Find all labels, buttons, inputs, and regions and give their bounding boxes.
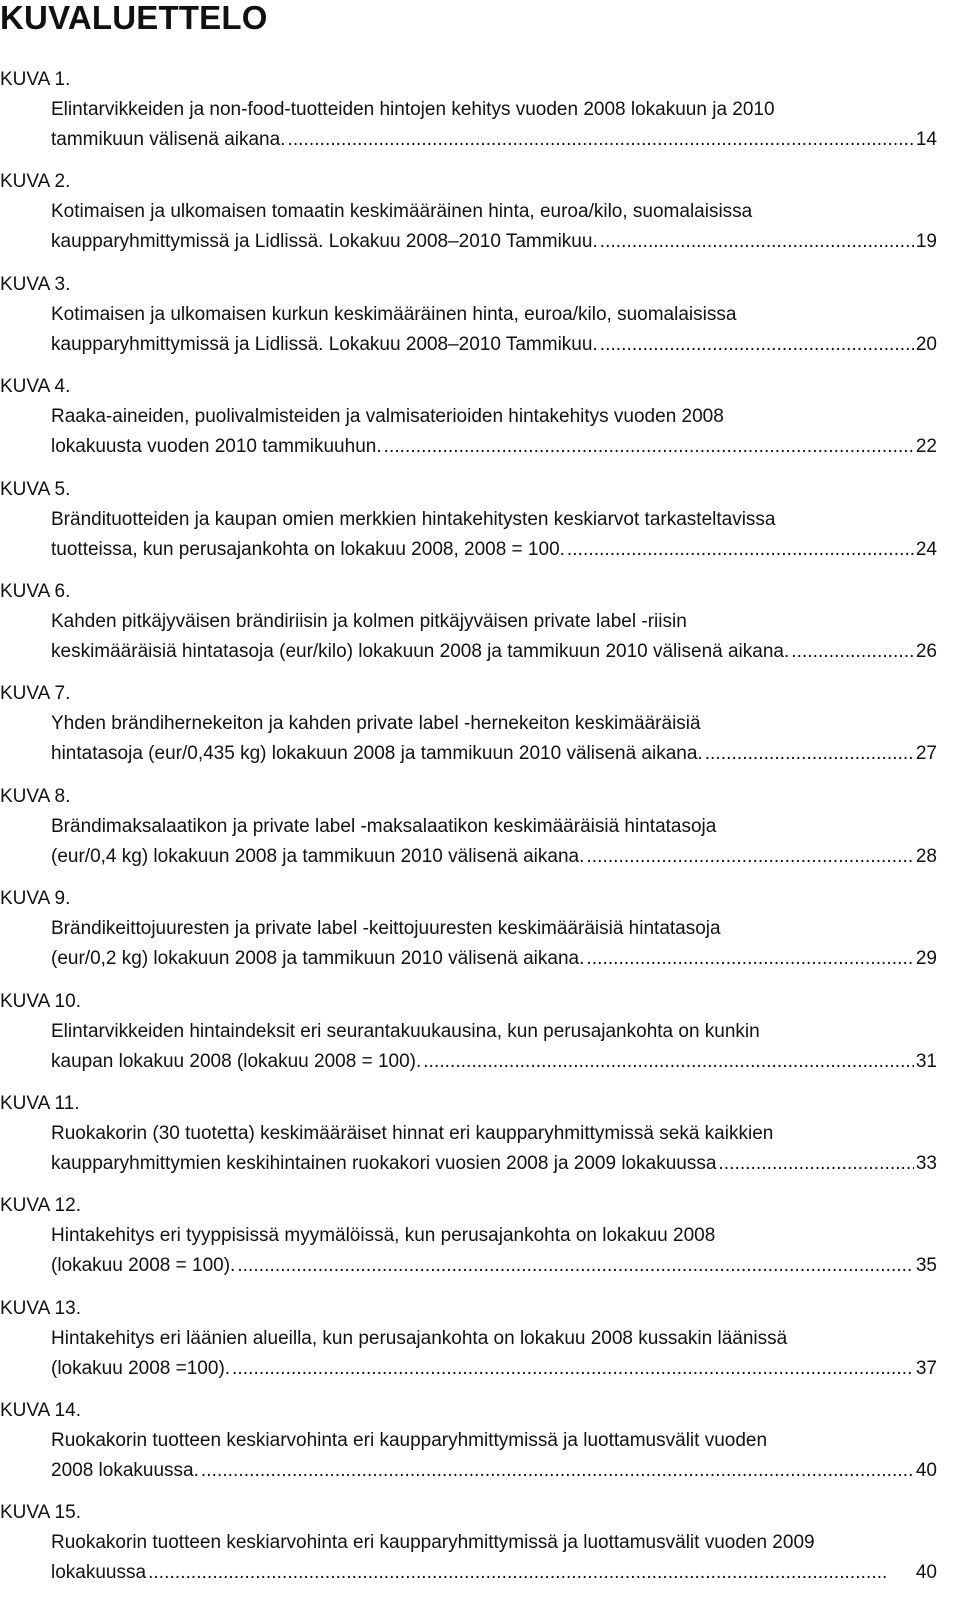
figure-entry[interactable] — [0, 1399, 937, 1501]
dot-leader — [600, 230, 914, 254]
figure-caption-text: keskimääräisiä hintatasoja (eur/kilo) lokakuun 2008 ja tammikuun 2010 välisenä aikana. — [51, 640, 790, 662]
figure-caption-text: tuotteissa, kun perusajankohta on lokakuu 2008, 2008 = 100. — [51, 538, 565, 560]
figure-caption-line-1: Brändikeittojuuresten ja private label -keittojuuresten keskimääräisiä hintatasoja — [51, 918, 721, 940]
dot-leader — [600, 333, 914, 357]
page-number[interactable]: 26 — [915, 640, 937, 662]
figure-label: KUVA 1. — [0, 69, 71, 90]
figure-caption-line-1: Ruokakorin tuotteen keskiarvohinta eri kaupparyhmittymissä ja luottamusvälit vuoden 2009 — [51, 1532, 815, 1554]
page-number[interactable]: 28 — [915, 845, 937, 867]
dot-leader — [287, 128, 913, 152]
page-number[interactable]: 40 — [915, 1460, 937, 1482]
figure-caption-line-1: Kotimaisen ja ulkomaisen tomaatin keskimääräinen hinta, euroa/kilo, suomalaisissa — [51, 201, 753, 223]
figure-caption-line-1: Kahden pitkäjyväisen brändiriisin ja kolmen pitkäjyväisen private label -riisin — [51, 610, 687, 632]
dot-leader — [237, 1254, 914, 1278]
figure-caption-line-2 — [51, 1050, 937, 1074]
figure-caption-line-1: Brändimaksalaatikon ja private label -maksalaatikon keskimääräisiä hintatasoja — [51, 815, 717, 837]
figure-caption-line-1: Ruokakorin tuotteen keskiarvohinta eri kaupparyhmittymissä ja luottamusvälit vuoden — [51, 1430, 768, 1452]
dot-leader — [384, 435, 914, 459]
figure-caption-line-2 — [51, 128, 937, 152]
dot-leader — [791, 640, 914, 664]
dot-leader — [423, 1050, 914, 1074]
figure-entry[interactable] — [0, 273, 937, 375]
figure-label: KUVA 6. — [0, 580, 71, 602]
figure-caption-line-2 — [51, 1561, 937, 1585]
figure-caption-line-2 — [51, 1357, 937, 1381]
figure-caption-line-2 — [51, 230, 937, 254]
figure-entry[interactable] — [0, 478, 937, 580]
figure-caption-line-2 — [51, 538, 937, 562]
page-number[interactable]: 29 — [915, 948, 937, 970]
figure-caption-text: (eur/0,4 kg) lokakuun 2008 ja tammikuun 2010 välisenä aikana. — [51, 845, 585, 867]
figure-caption-text: (lokakuu 2008 =100). — [51, 1357, 231, 1379]
list-of-figures-title: KUVALUETTELO — [0, 0, 268, 36]
figure-caption-line-1: Brändituotteiden ja kaupan omien merkkien hintakehitysten keskiarvot tarkasteltavissa — [51, 508, 776, 530]
figure-label: KUVA 9. — [0, 888, 71, 910]
figure-caption-text: tammikuun välisenä aikana. — [51, 129, 286, 150]
dot-leader — [586, 845, 913, 869]
figure-caption-text: kaupparyhmittymissä ja Lidlissä. Lokakuu 2008–2010 Tammikuu. — [51, 231, 598, 253]
figure-label: KUVA 7. — [0, 683, 71, 705]
figure-label: KUVA 8. — [0, 785, 71, 807]
figure-entry[interactable] — [0, 990, 937, 1092]
figure-entry[interactable] — [0, 1194, 937, 1296]
figure-caption-line-1: Yhden brändihernekeiton ja kahden private label -hernekeiton keskimääräisiä — [51, 713, 701, 735]
figure-entry[interactable] — [0, 785, 937, 887]
figure-caption-text: lokakuussa — [51, 1562, 147, 1584]
page-number[interactable]: 27 — [915, 743, 937, 765]
figure-entry[interactable] — [0, 682, 937, 784]
figure-label: KUVA 11. — [0, 1092, 80, 1114]
dot-leader — [567, 538, 914, 562]
figure-entry[interactable] — [0, 68, 937, 170]
figure-entry[interactable] — [0, 580, 937, 682]
figure-caption-line-1: Elintarvikkeiden hintaindeksit eri seurantakuukausina, kun perusajankohta on kunkin — [51, 1020, 760, 1042]
page-number[interactable]: 33 — [915, 1152, 937, 1174]
dot-leader — [705, 742, 914, 766]
figure-entry[interactable] — [0, 887, 937, 989]
dot-leader — [201, 1459, 914, 1483]
figure-caption-text: 2008 lokakuussa. — [51, 1460, 199, 1482]
figure-caption-text: hintatasoja (eur/0,435 kg) lokakuun 2008 ja tammikuun 2010 välisenä aikana. — [51, 743, 703, 765]
page-number[interactable]: 40 — [915, 1562, 937, 1584]
page-number[interactable]: 37 — [915, 1357, 937, 1379]
dot-leader — [718, 1152, 913, 1176]
page-number[interactable]: 35 — [915, 1255, 937, 1277]
figure-caption-line-2 — [51, 845, 937, 869]
figure-caption-line-1: Kotimaisen ja ulkomaisen kurkun keskimääräinen hinta, euroa/kilo, suomalaisissa — [51, 303, 737, 325]
figure-caption-line-2 — [51, 435, 937, 459]
page-number[interactable]: 19 — [915, 231, 937, 253]
figure-entry[interactable] — [0, 170, 937, 272]
figure-label: KUVA 3. — [0, 273, 71, 295]
figure-caption-line-2 — [51, 1152, 937, 1176]
page-number[interactable]: 22 — [915, 436, 937, 458]
figure-caption-text: kaupparyhmittymien keskihintainen ruokakori vuosien 2008 ja 2009 lokakuussa — [51, 1152, 717, 1174]
figure-caption-line-1: Hintakehitys eri tyyppisissä myymälöissä, kun perusajankohta on lokakuu 2008 — [51, 1225, 716, 1247]
figure-caption-line-1: Elintarvikkeiden ja non-food-tuotteiden hintojen kehitys vuoden 2008 lokakuun ja 2010 — [51, 99, 775, 120]
page-number[interactable]: 20 — [915, 333, 937, 355]
figure-caption-line-2 — [51, 640, 937, 664]
figure-entry[interactable] — [0, 375, 937, 477]
figure-caption-text: kaupan lokakuu 2008 (lokakuu 2008 = 100). — [51, 1050, 422, 1072]
figure-label: KUVA 13. — [0, 1297, 81, 1319]
figure-label: KUVA 12. — [0, 1195, 81, 1217]
figure-label: KUVA 2. — [0, 171, 71, 193]
figure-entry[interactable] — [0, 1297, 937, 1399]
page-number[interactable]: 31 — [915, 1050, 937, 1072]
dot-leader — [586, 947, 913, 971]
figure-caption-line-2 — [51, 947, 937, 971]
page-number[interactable]: 14 — [915, 129, 937, 150]
figure-list — [0, 68, 937, 1604]
dot-leader — [232, 1357, 914, 1381]
figure-caption-text: (eur/0,2 kg) lokakuun 2008 ja tammikuun 2010 välisenä aikana. — [51, 948, 585, 970]
figure-label: KUVA 15. — [0, 1502, 81, 1524]
figure-entry[interactable] — [0, 1501, 937, 1603]
figure-caption-line-1: Ruokakorin (30 tuotetta) keskimääräiset hinnat eri kaupparyhmittymissä sekä kaikkien — [51, 1122, 774, 1144]
figure-caption-text: lokakuusta vuoden 2010 tammikuuhun. — [51, 436, 382, 458]
figure-caption-line-2 — [51, 1459, 937, 1483]
figure-label: KUVA 14. — [0, 1400, 81, 1422]
figure-caption-line-2 — [51, 1254, 937, 1278]
page-number[interactable]: 24 — [915, 538, 937, 560]
figure-caption-line-2 — [51, 333, 937, 357]
figure-caption-text: kaupparyhmittymissä ja Lidlissä. Lokakuu 2008–2010 Tammikuu. — [51, 333, 598, 355]
figure-caption-text: (lokakuu 2008 = 100). — [51, 1255, 236, 1277]
figure-entry[interactable] — [0, 1092, 937, 1194]
figure-label: KUVA 4. — [0, 376, 71, 398]
figure-label: KUVA 5. — [0, 478, 71, 500]
dot-leader — [148, 1561, 914, 1585]
figure-caption-line-2 — [51, 742, 937, 766]
figure-caption-line-1: Hintakehitys eri läänien alueilla, kun perusajankohta on lokakuu 2008 kussakin läänissä — [51, 1327, 788, 1349]
figure-label: KUVA 10. — [0, 990, 81, 1012]
figure-caption-line-1: Raaka-aineiden, puolivalmisteiden ja valmisaterioiden hintakehitys vuoden 2008 — [51, 406, 724, 428]
